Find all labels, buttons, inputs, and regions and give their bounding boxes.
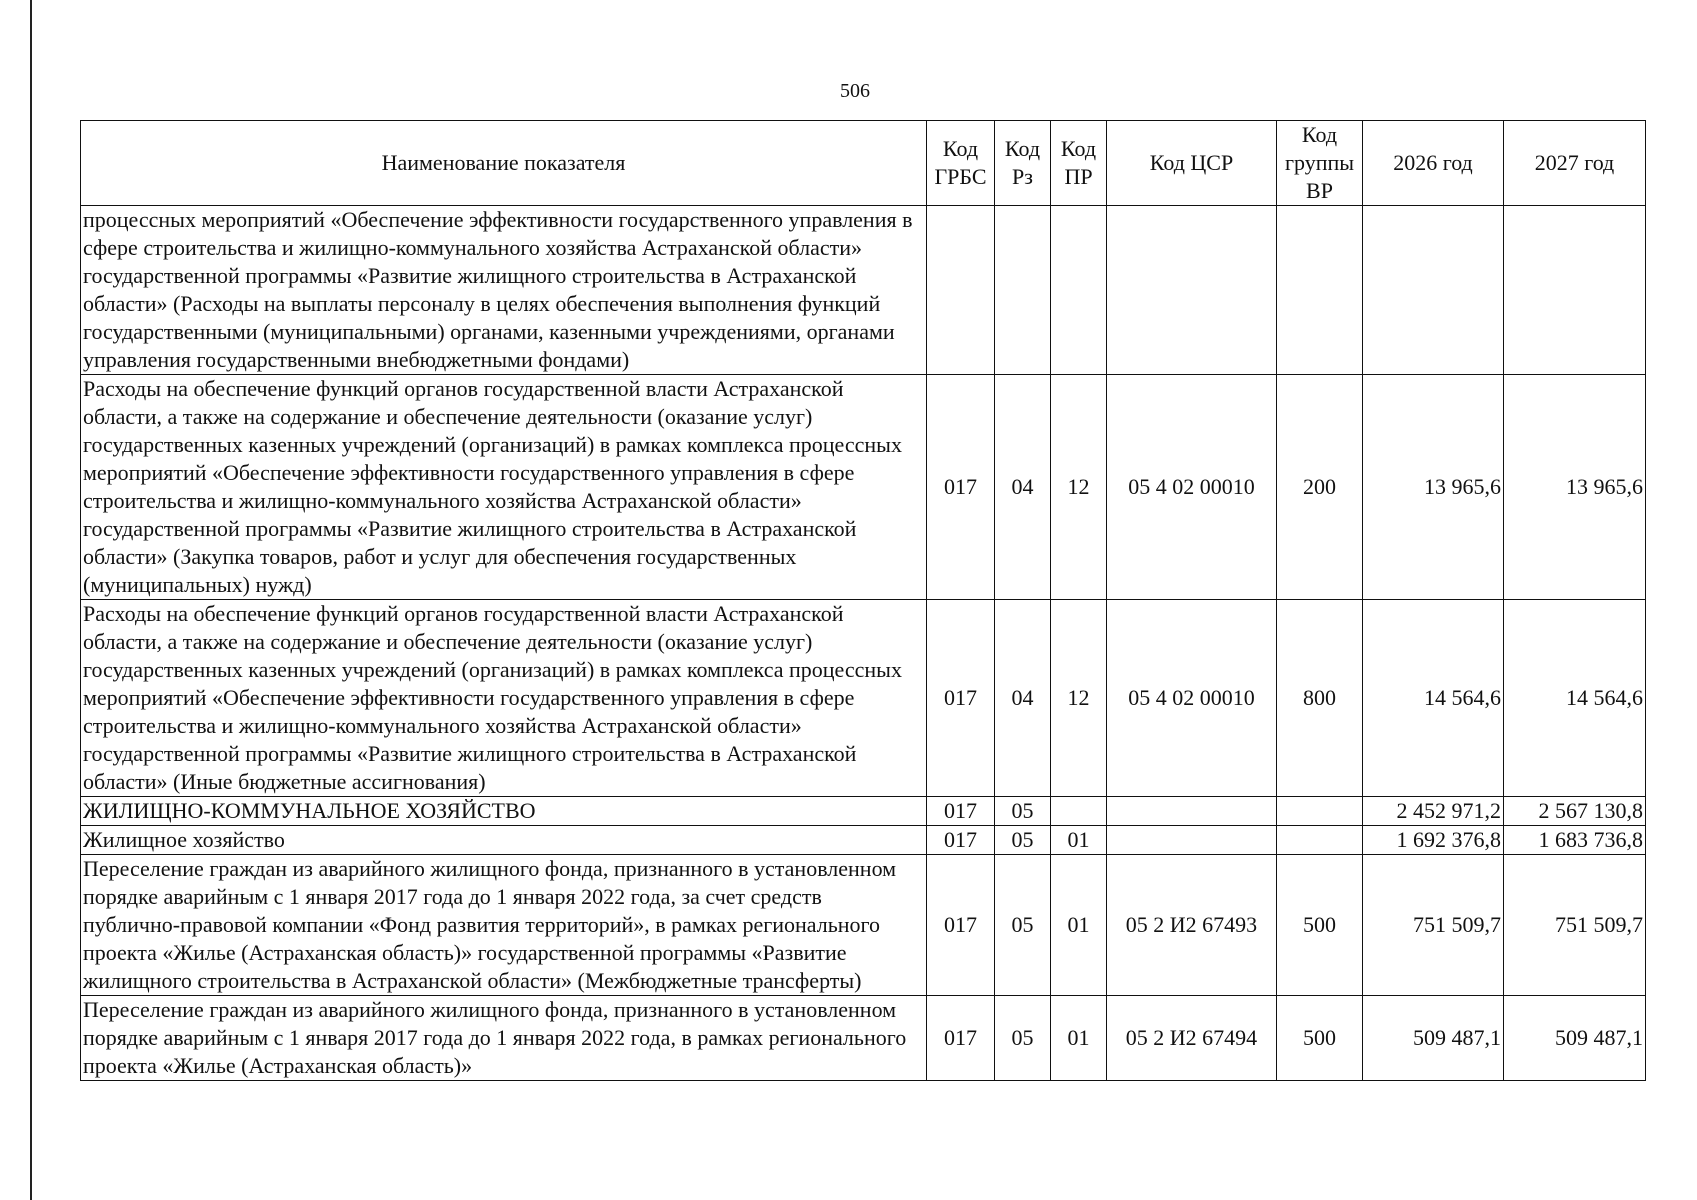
row-pr: 12 [1051, 375, 1107, 600]
row-2026: 1 692 376,8 [1363, 826, 1504, 855]
row-2027: 751 509,7 [1504, 855, 1646, 996]
row-2027: 1 683 736,8 [1504, 826, 1646, 855]
row-name: процессных мероприятий «Обеспечение эффективности государственного управления в сфере строительства и жилищно-коммунального хозяйства Астраханской области» государственной программы «Развитие жилищного строительства в Астраханской области» (Расходы на выплаты персоналу в целях обеспечения выполнения функций государственными (муниципальными) органами, казенными учреждениями, органами управления государственными внебюджетными фондами) [81, 206, 927, 375]
row-name: Расходы на обеспечение функций органов государственной власти Астраханской области, а также на содержание и обеспечение деятельности (оказание услуг) государственных казенных учреждений (организаций) в рамках комплекса процессных мероприятий «Обеспечение эффективности государственного управления в сфере строительства и жилищно-коммунального хозяйства Астраханской области» государственной программы «Развитие жилищного строительства в Астраханской области» (Закупка товаров, работ и услуг для обеспечения государственных (муниципальных) нужд) [81, 375, 927, 600]
row-pr [1051, 797, 1107, 826]
row-csr: 05 4 02 00010 [1107, 600, 1277, 797]
row-csr [1107, 826, 1277, 855]
table-row [81, 826, 1646, 855]
row-pr: 01 [1051, 826, 1107, 855]
header-rz: Код Рз [995, 121, 1051, 206]
row-pr: 01 [1051, 855, 1107, 996]
row-rz: 04 [995, 600, 1051, 797]
row-vr: 200 [1277, 375, 1363, 600]
row-2026: 751 509,7 [1363, 855, 1504, 996]
row-2027: 509 487,1 [1504, 996, 1646, 1081]
margin-rule [30, 0, 32, 1200]
row-csr: 05 2 И2 67494 [1107, 996, 1277, 1081]
header-row [81, 121, 1646, 206]
row-vr: 800 [1277, 600, 1363, 797]
row-vr: 500 [1277, 855, 1363, 996]
row-pr: 12 [1051, 600, 1107, 797]
table-row [81, 375, 1646, 600]
table-row [81, 996, 1646, 1081]
row-2027: 2 567 130,8 [1504, 797, 1646, 826]
row-2026: 14 564,6 [1363, 600, 1504, 797]
row-2026: 13 965,6 [1363, 375, 1504, 600]
budget-table [80, 120, 1646, 1081]
row-grbs: 017 [927, 996, 995, 1081]
row-csr: 05 2 И2 67493 [1107, 855, 1277, 996]
row-rz: 05 [995, 996, 1051, 1081]
header-name: Наименование показателя [81, 121, 927, 206]
row-grbs: 017 [927, 600, 995, 797]
row-vr [1277, 797, 1363, 826]
row-grbs: 017 [927, 826, 995, 855]
row-rz: 04 [995, 375, 1051, 600]
row-name: Переселение граждан из аварийного жилищного фонда, признанного в установленном порядке аварийным с 1 января 2017 года до 1 января 2022 года, в рамках регионального проекта «Жилье (Астраханская область)» [81, 996, 927, 1081]
row-rz: 05 [995, 826, 1051, 855]
row-vr: 500 [1277, 996, 1363, 1081]
table-row [81, 855, 1646, 996]
row-rz: 05 [995, 797, 1051, 826]
row-pr: 01 [1051, 996, 1107, 1081]
row-grbs: 017 [927, 855, 995, 996]
header-2027: 2027 год [1504, 121, 1646, 206]
row-name: Переселение граждан из аварийного жилищного фонда, признанного в установленном порядке аварийным с 1 января 2017 года до 1 января 2022 года, за счет средств публично-правовой компании «Фонд развития территорий», в рамках регионального проекта «Жилье (Астраханская область)» государственной программы «Развитие жилищного строительства в Астраханской области» (Межбюджетные трансферты) [81, 855, 927, 996]
header-2026: 2026 год [1363, 121, 1504, 206]
row-csr: 05 4 02 00010 [1107, 375, 1277, 600]
row-name: Расходы на обеспечение функций органов государственной власти Астраханской области, а также на содержание и обеспечение деятельности (оказание услуг) государственных казенных учреждений (организаций) в рамках комплекса процессных мероприятий «Обеспечение эффективности государственного управления в сфере строительства и жилищно-коммунального хозяйства Астраханской области» государственной программы «Развитие жилищного строительства в Астраханской области» (Иные бюджетные ассигнования) [81, 600, 927, 797]
row-vr [1277, 826, 1363, 855]
row-grbs [927, 206, 995, 375]
row-2026 [1363, 206, 1504, 375]
header-pr: Код ПР [1051, 121, 1107, 206]
row-vr [1277, 206, 1363, 375]
row-2027: 13 965,6 [1504, 375, 1646, 600]
row-rz [995, 206, 1051, 375]
row-2027: 14 564,6 [1504, 600, 1646, 797]
row-csr [1107, 797, 1277, 826]
page-number: 506 [840, 80, 870, 102]
row-2026: 509 487,1 [1363, 996, 1504, 1081]
row-pr [1051, 206, 1107, 375]
header-grbs: Код ГРБС [927, 121, 995, 206]
header-csr: Код ЦСР [1107, 121, 1277, 206]
row-name: Жилищное хозяйство [81, 826, 927, 855]
row-rz: 05 [995, 855, 1051, 996]
row-grbs: 017 [927, 797, 995, 826]
table-row [81, 206, 1646, 375]
table-row [81, 797, 1646, 826]
row-2027 [1504, 206, 1646, 375]
row-2026: 2 452 971,2 [1363, 797, 1504, 826]
header-vr: Код группы ВР [1277, 121, 1363, 206]
row-name: ЖИЛИЩНО-КОММУНАЛЬНОЕ ХОЗЯЙСТВО [81, 797, 927, 826]
table-row [81, 600, 1646, 797]
row-csr [1107, 206, 1277, 375]
row-grbs: 017 [927, 375, 995, 600]
